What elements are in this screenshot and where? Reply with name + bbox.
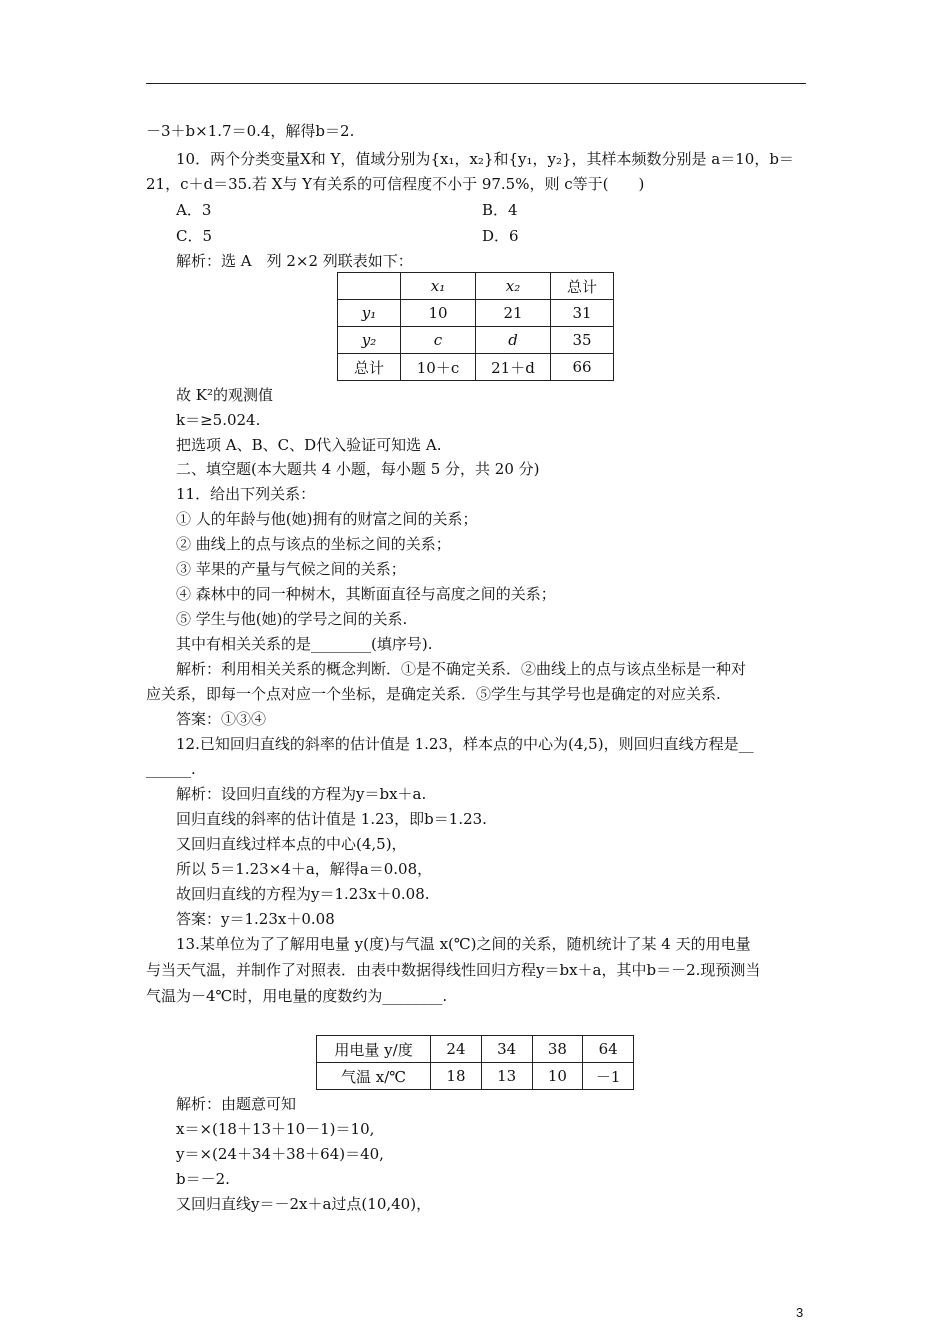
analysis-10: 解析：选 A 列 2×2 列联表如下： — [176, 252, 413, 270]
answer-11: 答案：①③④ — [176, 710, 267, 728]
table-cell: 13 — [481, 1063, 532, 1090]
table-cell: 气温 x/℃ — [317, 1063, 431, 1090]
table-row — [338, 327, 614, 354]
section-heading: 二、填空题(本大题共 4 小题，每小题 5 分，共 20 分) — [176, 460, 540, 478]
question-13-line-2: 与当天气温，并制作了对照表．由表中数据得线性回归方程y＝bx＋a，其中b＝－2.现预测当 — [146, 961, 761, 979]
question-12: 12.已知回归直线的斜率的估计值是 1.23，样本点的中心为(4,5)，则回归直线方程是__ — [176, 735, 754, 753]
question-13-line-3: 气温为－4℃时，用电量的度数约为________. — [146, 987, 448, 1005]
header-rule — [146, 83, 806, 84]
text-line: 其中有相关关系的是________(填序号). — [176, 635, 433, 653]
text-line: y＝×(24＋34＋38＋64)＝40, — [176, 1145, 384, 1163]
table-cell: 10 — [532, 1063, 583, 1090]
list-item: ⑤ 学生与他(她)的学号之间的关系. — [176, 610, 408, 628]
table-row — [338, 300, 614, 327]
table-cell: 31 — [551, 300, 614, 327]
page-number: 3 — [796, 1305, 804, 1320]
table-cell: 10＋c — [401, 354, 476, 381]
text-line: ______. — [146, 760, 196, 778]
table-cell: 66 — [551, 354, 614, 381]
text-line: 把选项 A、B、C、D代入验证可知选 A. — [176, 436, 442, 454]
table-row — [338, 273, 614, 300]
list-item: ② 曲线上的点与该点的坐标之间的关系； — [176, 535, 451, 553]
electricity-table — [316, 1035, 634, 1090]
table-cell: 35 — [551, 327, 614, 354]
text-line: b＝－2. — [176, 1170, 230, 1188]
table-cell — [338, 273, 401, 300]
table-row — [338, 354, 614, 381]
table-cell: 21＋d — [476, 354, 551, 381]
table-cell: 总计 — [551, 273, 614, 300]
list-item: ④ 森林中的同一种树木，其断面直径与高度之间的关系； — [176, 585, 556, 603]
table-cell: y₁ — [338, 300, 401, 327]
table-cell: 34 — [481, 1036, 532, 1063]
text-line: 又回归直线过样本点的中心(4,5)， — [176, 835, 407, 853]
text-line: －3＋b×1.7＝0.4，解得b＝2. — [146, 122, 355, 140]
list-item: ③ 苹果的产量与气候之间的关系； — [176, 560, 406, 578]
question-10-line-2: 21，c＋d＝35.若 X与 Y有关系的可信程度不小于 97.5%，则 c等于( ) — [146, 175, 645, 193]
table-cell: 64 — [583, 1036, 634, 1063]
text-line: x＝×(18＋13＋10－1)＝10, — [176, 1120, 375, 1138]
table-cell: x₁ — [401, 273, 476, 300]
question-11: 11．给出下列关系： — [176, 485, 316, 503]
question-13-line-1: 13.某单位为了了解用电量 y(度)与气温 x(℃)之间的关系，随机统计了某 4 天的用电量 — [176, 935, 751, 953]
table-cell: x₂ — [476, 273, 551, 300]
text-line: 解析：利用相关关系的概念判断．①是不确定关系．②曲线上的点与该点坐标是一种对 — [176, 660, 747, 678]
text-line: 应关系，即每一个点对应一个坐标，是确定关系．⑤学生与其学号也是确定的对应关系. — [146, 685, 721, 703]
table-cell: d — [476, 327, 551, 354]
table-row — [317, 1063, 634, 1090]
table-cell: －1 — [583, 1063, 634, 1090]
contingency-table — [337, 272, 614, 381]
text-line: 解析：设回归直线的方程为y＝bx＋a. — [176, 785, 427, 803]
text-line: 故回归直线的方程为y＝1.23x＋0.08. — [176, 885, 430, 903]
text-line: 所以 5＝1.23×4＋a，解得a＝0.08， — [176, 860, 433, 878]
table-cell: y₂ — [338, 327, 401, 354]
text-line: k＝≥5.024. — [176, 411, 261, 429]
text-line: 故 K²的观测值 — [176, 386, 273, 404]
table-cell: 21 — [476, 300, 551, 327]
question-10-line-1: 10．两个分类变量X和 Y，值域分别为{x₁，x₂}和{y₁，y₂}，其样本频数分别是 a＝10，b＝ — [176, 150, 794, 168]
table-row — [317, 1036, 634, 1063]
table-cell: 18 — [431, 1063, 482, 1090]
table-cell: 用电量 y/度 — [317, 1036, 431, 1063]
list-item: ① 人的年龄与他(她)拥有的财富之间的关系； — [176, 510, 478, 528]
option-d: D．6 — [482, 227, 519, 245]
text-line: 又回归直线y＝－2x＋a过点(10,40)， — [176, 1195, 432, 1213]
table-cell: 总计 — [338, 354, 401, 381]
text-line: 回归直线的斜率的估计值是 1.23，即b＝1.23. — [176, 810, 487, 828]
analysis-13: 解析：由题意可知 — [176, 1095, 297, 1113]
option-b: B．4 — [482, 201, 518, 219]
option-c: C．5 — [176, 227, 213, 245]
answer-12: 答案：y＝1.23x＋0.08 — [176, 910, 335, 928]
option-a: A．3 — [176, 201, 212, 219]
table-cell: 10 — [401, 300, 476, 327]
table-cell: 24 — [431, 1036, 482, 1063]
table-cell: 38 — [532, 1036, 583, 1063]
table-cell: c — [401, 327, 476, 354]
